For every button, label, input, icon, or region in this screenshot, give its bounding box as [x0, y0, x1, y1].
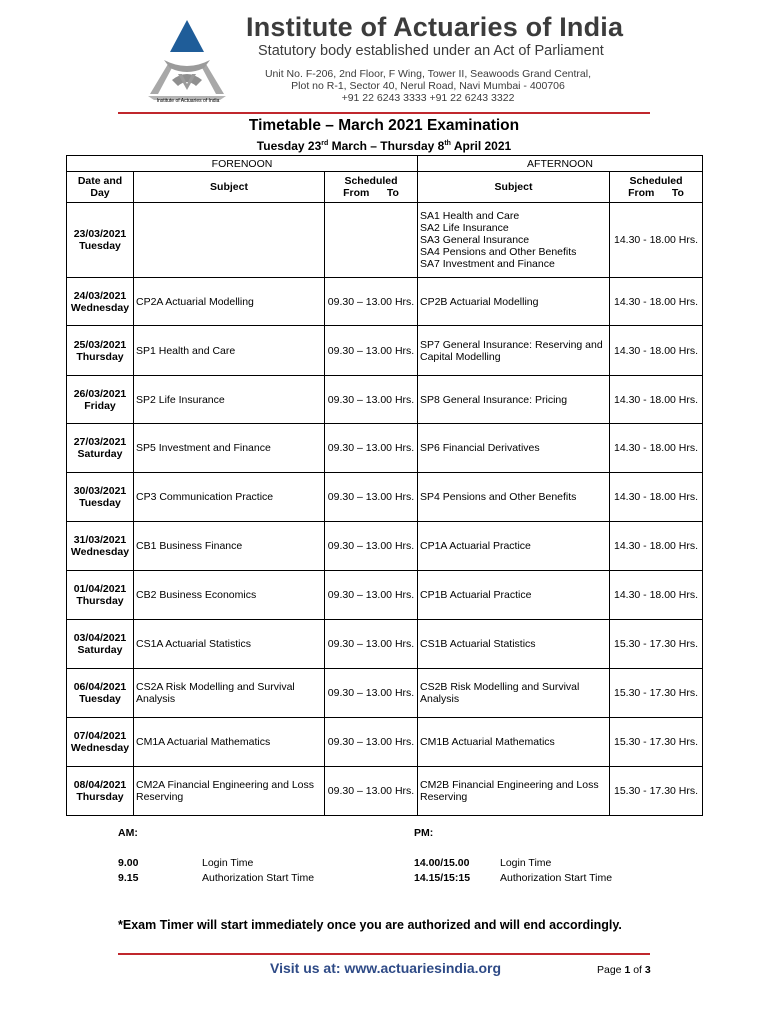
pm-subject-cell: CS1B Actuarial Statistics [418, 620, 610, 669]
pm-subject-cell: SP6 Financial Derivatives [418, 424, 610, 473]
am-time-cell: 09.30 – 13.00 Hrs. [325, 424, 418, 473]
date-cell [67, 424, 134, 473]
pm-subject-cell: SP7 General Insurance: Reserving and Capital Modelling [418, 326, 610, 376]
exam-day: Tuesday [79, 240, 121, 252]
date-cell [67, 203, 134, 278]
am-time-cell: 09.30 – 13.00 Hrs. [325, 278, 418, 326]
am-subject-cell: CB2 Business Economics [134, 571, 325, 620]
website-link[interactable]: Visit us at: www.actuariesindia.org [270, 960, 502, 976]
col-date-header: Date and Day [67, 172, 134, 203]
am-subject-cell: SP2 Life Insurance [134, 376, 325, 424]
exam-date: 01/04/2021 [73, 583, 127, 595]
address-line-2: Plot no R-1, Sector 40, Nerul Road, Navi Mumbai - 400706 [291, 80, 565, 92]
pm-subject-cell: CP2B Actuarial Modelling [418, 278, 610, 326]
forenoon-header: FORENOON [67, 156, 418, 172]
page-title: Timetable – March 2021 Examination [248, 117, 520, 134]
pm-time-cell: 15.30 - 17.30 Hrs. [610, 767, 703, 816]
table-row [67, 522, 703, 571]
date-cell [67, 767, 134, 816]
exam-timer-note: *Exam Timer will start immediately once you are authorized and will end accordingly. [118, 918, 622, 932]
pm-auth-label: Authorization Start Time [500, 872, 613, 884]
am-time-cell: 09.30 – 13.00 Hrs. [325, 620, 418, 669]
pm-time-cell: 14.30 - 18.00 Hrs. [610, 522, 703, 571]
date-cell [67, 326, 134, 376]
pm-subject-cell: SA1 Health and Care SA2 Life Insurance SA3 General Insurance SA4 Pensions and Other Benefits SA7 Investment and Finance [418, 203, 610, 278]
date-cell [67, 571, 134, 620]
am-login-time: 9.00 [118, 857, 139, 869]
pm-subject-cell: SP4 Pensions and Other Benefits [418, 473, 610, 522]
timetable [66, 155, 703, 816]
exam-date: 27/03/2021 [73, 436, 127, 448]
pm-subject-cell: CM1B Actuarial Mathematics [418, 718, 610, 767]
timetable-body [67, 203, 703, 816]
exam-date: 07/04/2021 [73, 730, 127, 742]
pm-subject-cell: CP1B Actuarial Practice [418, 571, 610, 620]
table-row [67, 669, 703, 718]
col-am-scheduled-header: Scheduled From To [325, 172, 418, 203]
am-time-cell: 09.30 – 13.00 Hrs. [325, 376, 418, 424]
am-time-cell: 09.30 – 13.00 Hrs. [325, 669, 418, 718]
pm-time-cell: 14.30 - 18.00 Hrs. [610, 326, 703, 376]
date-cell [67, 376, 134, 424]
am-subject-cell: SP1 Health and Care [134, 326, 325, 376]
exam-day: Thursday [76, 791, 124, 803]
pm-login-time: 14.00/15.00 [414, 857, 470, 869]
table-row [67, 473, 703, 522]
am-time-cell [325, 203, 418, 278]
col-pm-subject-header: Subject [418, 172, 610, 203]
date-cell [67, 522, 134, 571]
afternoon-header: AFTERNOON [418, 156, 703, 172]
am-time-cell: 09.30 – 13.00 Hrs. [325, 571, 418, 620]
table-row [67, 620, 703, 669]
exam-day: Wednesday [70, 742, 130, 754]
am-subject-cell: SP5 Investment and Finance [134, 424, 325, 473]
exam-day: Tuesday [79, 693, 121, 705]
am-label: AM: [118, 827, 138, 839]
pm-time-cell: 14.30 - 18.00 Hrs. [610, 571, 703, 620]
am-subject-cell: CP3 Communication Practice [134, 473, 325, 522]
am-subject-cell: CS2A Risk Modelling and Survival Analysis [134, 669, 325, 718]
pm-auth-time: 14.15/15:15 [414, 872, 471, 884]
pm-subject-cell: CP1A Actuarial Practice [418, 522, 610, 571]
exam-day: Saturday [77, 644, 123, 656]
exam-day: Tuesday [79, 497, 121, 509]
date-cell [67, 473, 134, 522]
am-subject-cell: CM1A Actuarial Mathematics [134, 718, 325, 767]
pm-label: PM: [414, 827, 434, 839]
pm-time-cell: 14.30 - 18.00 Hrs. [610, 278, 703, 326]
page-number: Page 1 of 3 [597, 964, 651, 976]
table-row [67, 326, 703, 376]
exam-day: Saturday [77, 448, 123, 460]
col-pm-scheduled-header: Scheduled From To [610, 172, 703, 203]
pm-time-cell: 14.30 - 18.00 Hrs. [610, 376, 703, 424]
iai-logo-icon [138, 14, 236, 110]
header-divider [118, 112, 650, 114]
pm-time-cell: 15.30 - 17.30 Hrs. [610, 620, 703, 669]
table-row [67, 203, 703, 278]
am-subject-cell: CM2A Financial Engineering and Loss Reserving [134, 767, 325, 816]
am-time-cell: 09.30 – 13.00 Hrs. [325, 718, 418, 767]
date-cell [67, 718, 134, 767]
am-subject-cell: CB1 Business Finance [134, 522, 325, 571]
pm-subject-cell: CM2B Financial Engineering and Loss Reserving [418, 767, 610, 816]
exam-date: 06/04/2021 [73, 681, 127, 693]
exam-date: 26/03/2021 [73, 387, 127, 400]
pm-login-label: Login Time [500, 857, 552, 869]
address-line-3: +91 22 6243 3333 +91 22 6243 3322 [341, 92, 515, 104]
date-cell [67, 620, 134, 669]
exam-date: 03/04/2021 [73, 632, 127, 644]
exam-day: Thursday [76, 350, 124, 363]
am-time-cell: 09.30 – 13.00 Hrs. [325, 522, 418, 571]
date-cell [67, 278, 134, 326]
table-row [67, 718, 703, 767]
pm-time-cell: 14.30 - 18.00 Hrs. [610, 473, 703, 522]
col-am-subject-header: Subject [134, 172, 325, 203]
table-row [67, 376, 703, 424]
pm-time-cell: 15.30 - 17.30 Hrs. [610, 718, 703, 767]
am-auth-time: 9.15 [118, 872, 139, 884]
exam-day: Wednesday [70, 301, 130, 314]
am-subject-cell [134, 203, 325, 278]
exam-date: 24/03/2021 [73, 289, 127, 302]
org-tagline: Statutory body established under an Act of Parliament [258, 43, 604, 59]
pm-time-cell: 14.30 - 18.00 Hrs. [610, 203, 703, 278]
pm-subject-cell: SP8 General Insurance: Pricing [418, 376, 610, 424]
org-name: Institute of Actuaries of India [246, 12, 624, 42]
am-time-cell: 09.30 – 13.00 Hrs. [325, 326, 418, 376]
am-auth-label: Authorization Start Time [202, 872, 315, 884]
table-row [67, 571, 703, 620]
pm-subject-cell: CS2B Risk Modelling and Survival Analysis [418, 669, 610, 718]
am-time-cell: 09.30 – 13.00 Hrs. [325, 767, 418, 816]
exam-date: 30/03/2021 [73, 485, 127, 497]
exam-day: Wednesday [70, 546, 130, 558]
am-subject-cell: CP2A Actuarial Modelling [134, 278, 325, 326]
am-time-cell: 09.30 – 13.00 Hrs. [325, 473, 418, 522]
exam-date: 23/03/2021 [73, 228, 127, 240]
exam-date: 25/03/2021 [73, 338, 127, 351]
address-line-1: Unit No. F-206, 2nd Floor, F Wing, Tower II, Seawoods Grand Central, [264, 68, 592, 80]
date-cell [67, 669, 134, 718]
table-row [67, 278, 703, 326]
exam-date: 08/04/2021 [73, 779, 127, 791]
am-subject-cell: CS1A Actuarial Statistics [134, 620, 325, 669]
pm-time-cell: 15.30 - 17.30 Hrs. [610, 669, 703, 718]
logo-caption: Institute of Actuaries of India [156, 98, 220, 104]
exam-date: 31/03/2021 [73, 534, 127, 546]
footer-divider [118, 953, 650, 955]
table-row [67, 424, 703, 473]
page-subtitle: Tuesday 23rd March – Thursday 8th April 2021 [256, 139, 512, 153]
am-login-label: Login Time [202, 857, 254, 869]
exam-day: Friday [84, 399, 116, 412]
table-row [67, 767, 703, 816]
exam-day: Thursday [76, 595, 124, 607]
pm-time-cell: 14.30 - 18.00 Hrs. [610, 424, 703, 473]
letterhead [0, 0, 768, 116]
